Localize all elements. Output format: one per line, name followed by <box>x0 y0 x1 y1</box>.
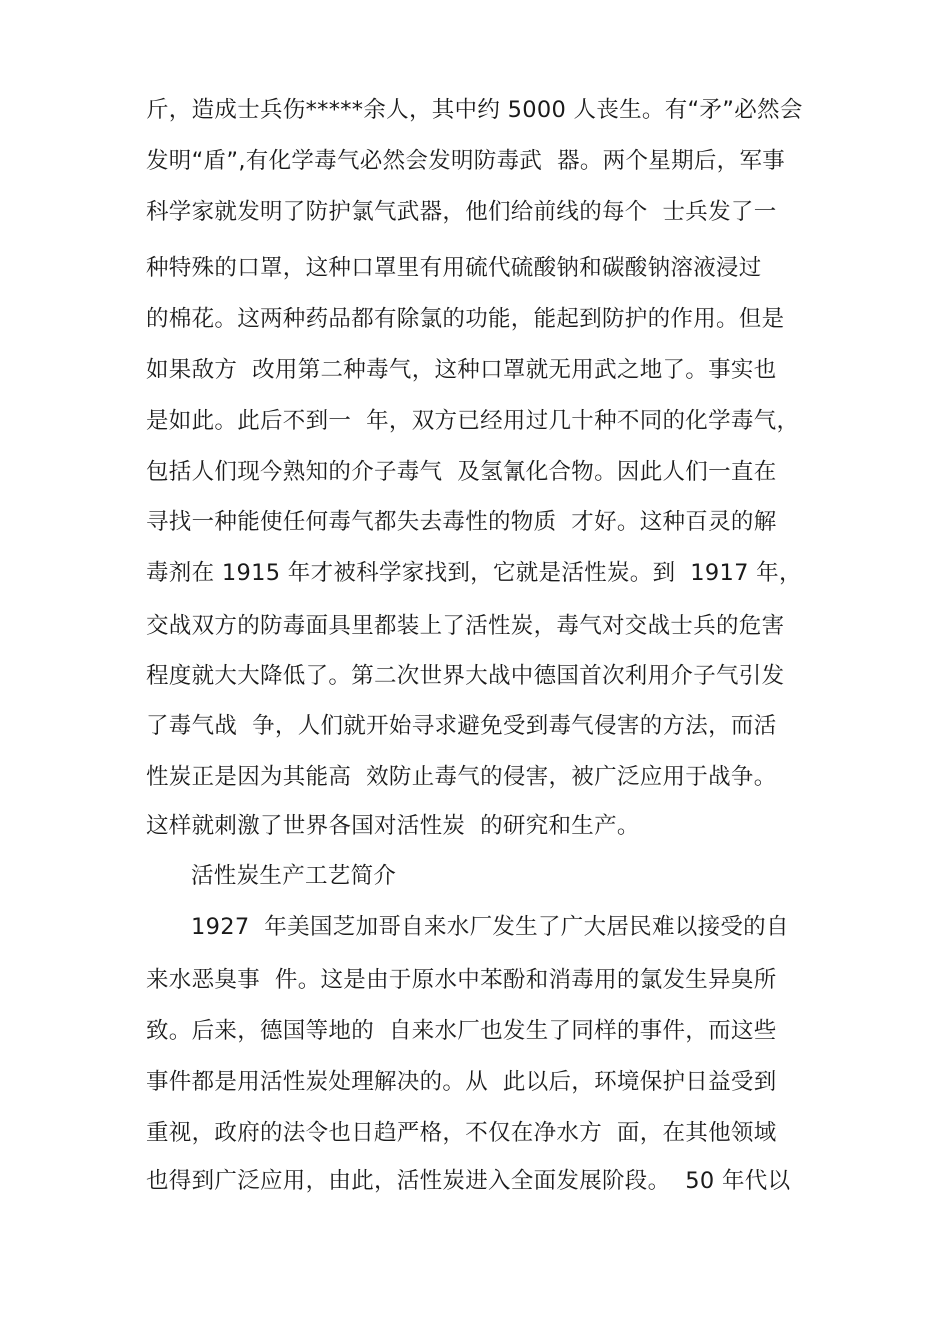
text-line: 种特殊的口罩，这种口罩里有用硫代硫酸钠和碳酸钠溶液浸过 <box>146 255 762 281</box>
text-line: 程度就大大降低了。第二次世界大战中德国首次利用介子气引发 <box>146 663 785 689</box>
text-line: 这样就刺激了世界各国对活性炭 的研究和生产。 <box>146 813 640 839</box>
text-line: 性炭正是因为其能高 效防止毒气的侵害，被广泛应用于战争。 <box>146 764 777 790</box>
text-line: 科学家就发明了防护氯气武器，他们给前线的每个 士兵发了一 <box>146 199 777 225</box>
section-heading: 活性炭生产工艺简介 <box>191 863 397 889</box>
text-line: 1927 年美国芝加哥自来水厂发生了广大居民难以接受的自 <box>191 914 789 940</box>
text-line: 的棉花。这两种药品都有除氯的功能，能起到防护的作用。但是 <box>146 306 785 332</box>
text-line: 斤，造成士兵伤*****余人，其中约 5000 人丧生。有“矛”必然会 <box>146 97 803 123</box>
text-line: 来水恶臭事 件。这是由于原水中苯酚和消毒用的氯发生异臭所 <box>146 967 777 993</box>
text-line: 包括人们现今熟知的介子毒气 及氢氰化合物。因此人们一直在 <box>146 459 777 485</box>
text-line: 寻找一种能使任何毒气都失去毒性的物质 才好。这种百灵的解 <box>146 509 777 535</box>
text-line: 发明“盾”,有化学毒气必然会发明防毒武 器。两个星期后，军事 <box>146 148 786 174</box>
text-line: 事件都是用活性炭处理解决的。从 此以后，环境保护日益受到 <box>146 1069 777 1095</box>
text-line: 交战双方的防毒面具里都装上了活性炭，毒气对交战士兵的危害 <box>146 613 785 639</box>
text-line: 了毒气战 争，人们就开始寻求避免受到毒气侵害的方法，而活 <box>146 713 777 739</box>
text-line: 毒剂在 1915 年才被科学家找到，它就是活性炭。到 1917 年， <box>146 560 802 586</box>
text-line: 重视，政府的法令也日趋严格，不仅在净水方 面，在其他领域 <box>146 1120 777 1146</box>
text-line: 是如此。此后不到一 年，双方已经用过几十种不同的化学毒气， <box>146 408 800 434</box>
text-line: 也得到广泛应用，由此，活性炭进入全面发展阶段。 50 年代以 <box>146 1168 791 1194</box>
text-line: 致。后来，德国等地的 自来水厂也发生了同样的事件，而这些 <box>146 1018 777 1044</box>
text-line: 如果敌方 改用第二种毒气，这种口罩就无用武之地了。事实也 <box>146 357 777 383</box>
